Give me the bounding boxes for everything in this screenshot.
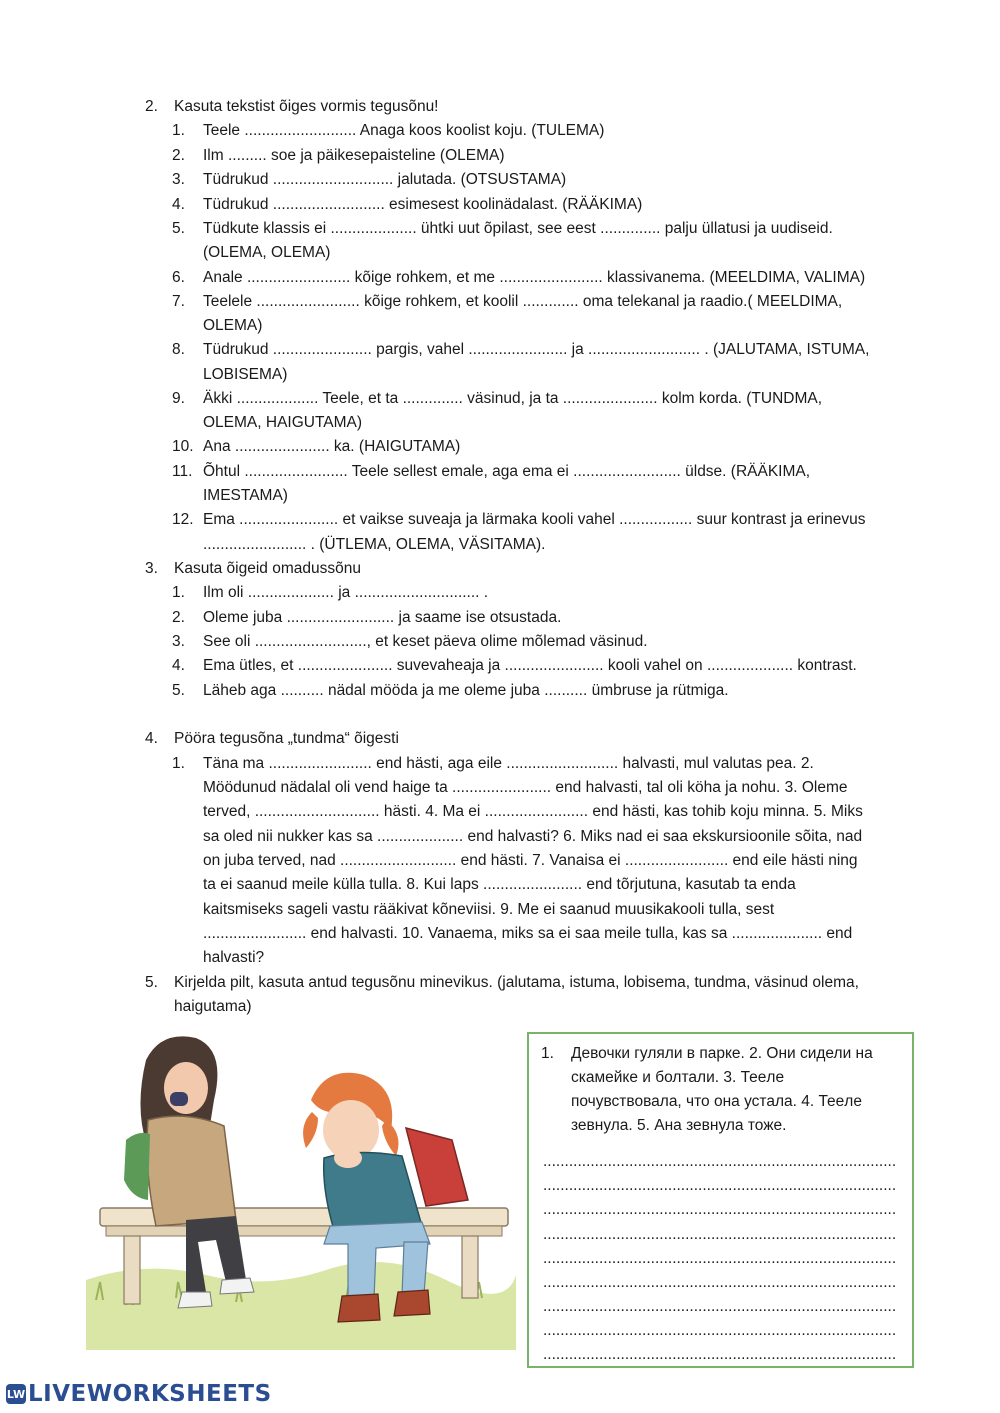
s3-item-text[interactable]: Ema ütles, et ...................... suvevaheaja ja ....................... kooli vahel on .................... kontrast. <box>203 657 857 674</box>
answer-dotted-line[interactable]: .................................................................................. <box>543 1226 897 1243</box>
answer-number: 1. <box>541 1045 554 1062</box>
s2-item-text-cont: IMESTAMA) <box>203 487 288 504</box>
section-4-number: 4. <box>145 730 158 747</box>
section-5-instruction-cont: haigutama) <box>174 998 252 1015</box>
grass <box>86 1262 516 1350</box>
section-5-instruction: Kirjelda pilt, kasuta antud tegusõnu minevikus. (jalutama, istuma, lobisema, tundma, väsinud olema, <box>174 974 859 991</box>
answer-dotted-line[interactable]: .................................................................................. <box>543 1298 897 1315</box>
s2-item-number: 2. <box>172 147 185 164</box>
answer-dotted-line[interactable]: .................................................................................. <box>543 1177 897 1194</box>
s2-item-text[interactable]: Tüdrukud ............................ jalutada. (OTSUSTAMA) <box>203 171 567 188</box>
s2-item-text[interactable]: Tüdkute klassis ei .................... ühtki uut õpilast, see eest .............. palju üllatusi ja uudiseid. <box>203 220 833 237</box>
section-2-title: Kasuta tekstist õiges vormis tegusõnu! <box>174 98 439 115</box>
s2-item-text[interactable]: Tüdrukud .......................... esimesest koolinädalast. (RÄÄKIMA) <box>203 196 643 213</box>
answer-dotted-line[interactable]: .................................................................................. <box>543 1201 897 1218</box>
s2-item-number: 12. <box>172 511 194 528</box>
s4-paragraph-line[interactable]: terved, ............................. hästi. 4. Ma ei ........................ end hästi, kas tohib koju minna. 5. Miks <box>203 803 863 820</box>
answer-dotted-line[interactable]: .................................................................................. <box>543 1153 897 1170</box>
s2-item-number: 6. <box>172 269 185 286</box>
s4-paragraph-line[interactable]: sa oled nii nukker kas sa .................... end halvasti? 6. Miks nad ei saa ekskursioonile sõita, nad <box>203 828 863 845</box>
section-4-title: Pööra tegusõna „tundma“ õigesti <box>174 730 399 747</box>
s2-item-text[interactable]: Tüdrukud ....................... pargis, vahel ....................... ja .......................... . (JALUTAMA, ISTUMA, <box>203 341 870 358</box>
s2-item-text[interactable]: Õhtul ........................ Teele sellest emale, aga ema ei ......................... üldse. (RÄÄKIMA, <box>203 463 811 480</box>
liveworksheets-logo[interactable] <box>6 1378 272 1410</box>
section-2-number: 2. <box>145 98 158 115</box>
s2-item-number: 9. <box>172 390 185 407</box>
s3-item-text[interactable]: Ilm oli .................... ja ............................. . <box>203 584 489 601</box>
s2-item-number: 1. <box>172 122 185 139</box>
s4-paragraph-line: halvasti? <box>203 949 265 966</box>
girl-left <box>124 1036 254 1308</box>
s2-item-text-cont: OLEMA) <box>203 317 263 334</box>
answer-dotted-line[interactable]: .................................................................................. <box>543 1322 897 1339</box>
girls-on-bench-illustration <box>86 1030 516 1350</box>
s4-paragraph-line[interactable]: ........................ end halvasti. 10. Vanaema, miks sa ei saa meile tulla, kas sa ..................... end <box>203 925 853 942</box>
answer-text-line: скамейке и болтали. 3. Теeле <box>571 1069 785 1086</box>
s4-paragraph-line[interactable]: ta ei saanud meile külla tulla. 8. Kui laps ....................... end tõrjutuna, kasutab ta enda <box>203 876 796 893</box>
s3-item-number: 3. <box>172 633 185 650</box>
s3-item-number: 5. <box>172 682 185 699</box>
s3-item-number: 4. <box>172 657 185 674</box>
s2-item-text[interactable]: Teele .......................... Anaga koos koolist koju. (TULEMA) <box>203 122 605 139</box>
s3-item-text[interactable]: See oli .........................., et keset päeva olime mõlemad väsinud. <box>203 633 648 650</box>
s2-item-text[interactable]: Äkki ................... Teele, et ta .............. väsinud, ja ta ...................... kolm korda. (TUNDMA, <box>203 390 823 407</box>
s2-item-number: 11. <box>172 463 193 480</box>
s2-item-number: 7. <box>172 293 185 310</box>
s2-item-number: 5. <box>172 220 185 237</box>
s2-item-text[interactable]: Teelele ........................ kõige rohkem, et koolil ............. oma telekanal ja raadio.( MEELDIMA, <box>203 293 843 310</box>
s4-paragraph-line: kaitsmiseks sageli vastu rääkivat kõneviisi. 9. Me ei saanud muusikakooli tulla, sest <box>203 901 775 918</box>
s2-item-text-cont: (OLEMA, OLEMA) <box>203 244 331 261</box>
s4-paragraph-line[interactable]: Täna ma ........................ end hästi, aga eile .......................... halvasti, mul valutas pea. 2. <box>203 755 814 772</box>
logo-text: LIVEWORKSHEETS <box>28 1381 272 1407</box>
s4-paragraph-line[interactable]: on juba terved, nad ........................... end hästi. 7. Vanaisa ei ........................ end eile hästi ning <box>203 852 858 869</box>
s2-item-text-cont: OLEMA, HAIGUTAMA) <box>203 414 363 431</box>
s3-item-text[interactable]: Oleme juba ......................... ja saame ise otsustada. <box>203 609 562 626</box>
s2-item-text[interactable]: Ilm ......... soe ja päikesepaisteline (OLEMA) <box>203 147 505 164</box>
s3-item-number: 2. <box>172 609 185 626</box>
s4-item-number: 1. <box>172 755 185 772</box>
s2-item-text[interactable]: Anale ........................ kõige rohkem, et me ........................ klassivanema. (MEELDIMA, VALIMA) <box>203 269 866 286</box>
answer-dotted-line[interactable]: .................................................................................. <box>543 1250 897 1267</box>
answer-box <box>527 1032 914 1368</box>
s2-item-number: 4. <box>172 196 185 213</box>
s3-item-number: 1. <box>172 584 185 601</box>
s2-item-text-cont: LOBISEMA) <box>203 366 288 383</box>
answer-dotted-line[interactable]: .................................................................................. <box>543 1274 897 1291</box>
answer-dotted-line[interactable]: .................................................................................. <box>543 1346 897 1363</box>
s3-item-text[interactable]: Läheb aga .......... nädal mööda ja me oleme juba .......... ümbruse ja rütmiga. <box>203 682 729 699</box>
s2-item-number: 3. <box>172 171 185 188</box>
section-3-title: Kasuta õigeid omadussõnu <box>174 560 361 577</box>
logo-mark-icon: LW <box>6 1384 26 1404</box>
answer-text-line: Девочки гуляли в парке. 2. Они сидели на <box>571 1045 873 1062</box>
s2-item-text-cont[interactable]: ........................ . (ÜTLEMA, OLEMA, VÄSITAMA). <box>203 536 546 553</box>
s4-paragraph-line[interactable]: Möödunud nädalal oli vend haige ta ....................... end halvasti, tal oli köha ja nohu. 3. Oleme <box>203 779 848 796</box>
s2-item-text[interactable]: Ema ....................... et vaikse suveaja ja lärmaka kooli vahel ................. suur kontrast ja erinevus <box>203 511 866 528</box>
s2-item-number: 10. <box>172 438 194 455</box>
s2-item-text[interactable]: Ana ...................... ka. (HAIGUTAMA) <box>203 438 461 455</box>
s2-item-number: 8. <box>172 341 185 358</box>
answer-text-line: зевнула. 5. Ана зевнула тоже. <box>571 1117 787 1134</box>
answer-text-line: почувствовала, что она устала. 4. Теeле <box>571 1093 862 1110</box>
section-3-number: 3. <box>145 560 158 577</box>
section-5-number: 5. <box>145 974 158 991</box>
